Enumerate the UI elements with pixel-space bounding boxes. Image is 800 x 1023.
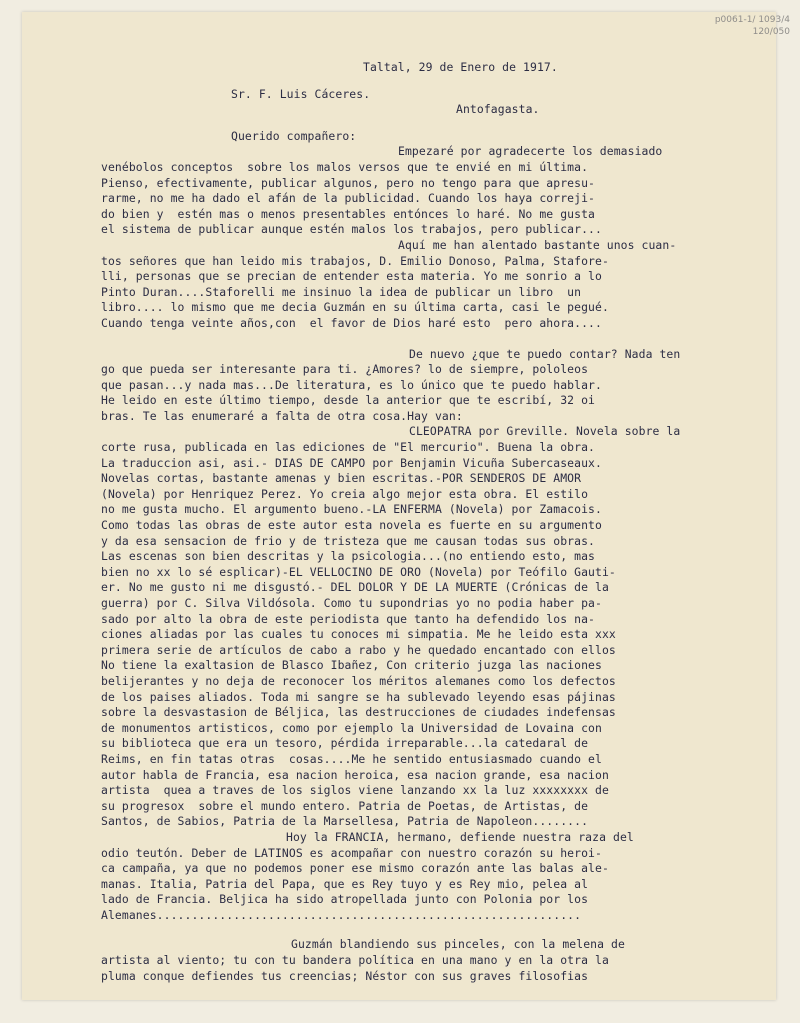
paragraph-line: Alemanes............................................................. (101, 907, 582, 922)
paragraph-line: He leido en este último tiempo, desde la anterior que te escribí, 32 oi (101, 393, 595, 408)
paragraph-line: artista quea a traves de los siglos viene lanzando xx la luz xxxxxxxx de (101, 783, 609, 798)
paragraph-line: artista al viento; tu con tu bandera política en una mano y en la otra la (101, 953, 609, 968)
paragraph-line: sobre la desvastasion de Béljica, las destrucciones de ciudades indefensas (101, 705, 616, 720)
paragraph-line: tos señores que han leido mis trabajos, D. Emilio Donoso, Palma, Stafore- (101, 253, 609, 268)
paragraph-line: que pasan...y nada mas...De literatura, es lo único que te puedo hablar. (101, 377, 602, 392)
paragraph-2 (101, 238, 763, 332)
paragraph-line: y da esa sensacion de frio y de tristeza que me causan todas sus obras. (101, 533, 595, 548)
paragraph-line: Pinto Duran....Staforelli me insinuo la idea de publicar un libro un (101, 284, 582, 299)
paragraph-line: Hoy la FRANCIA, hermano, defiende nuestra raza del (286, 829, 634, 844)
paragraph-line: venébolos conceptos sobre los malos versos que te envié en mi última. (101, 159, 589, 174)
paragraph-line: de los paises aliados. Toda mi sangre se ha sublevado leyendo esas pájinas (101, 689, 616, 704)
paragraph-line: libro.... lo mismo que me decia Guzmán en su última carta, casi le pegué. (101, 300, 609, 315)
paragraph-line: odio teutón. Deber de LATINOS es acompañar con nuestro corazón su heroi- (101, 845, 602, 860)
paragraph-1 (101, 144, 763, 238)
paragraph-line: pluma conque defiendes tus creencias; Néstor con sus graves filosofias (101, 968, 589, 983)
letter-city: Antofagasta. (456, 102, 540, 117)
paragraph-line: su progresox sobre el mundo entero. Patria de Poetas, de Artistas, de (101, 798, 589, 813)
paragraph-line: bras. Te las enumeraré a falta de otra cosa.Hay van: (101, 408, 463, 423)
paragraph-line: el sistema de publicar aunque estén malos los trabajos, pero publicar... (101, 222, 602, 237)
paragraph-4 (101, 424, 763, 829)
paragraph-line: Aquí me han alentado bastante unos cuan- (398, 237, 677, 252)
paragraph-line: corte rusa, publicada en las ediciones de "El mercurio". Buena la obra. (101, 440, 595, 455)
paragraph-line: autor habla de Francia, esa nacion heroica, esa nacion grande, esa nacion (101, 767, 609, 782)
letter-salutation: Querido compañero: (231, 128, 357, 143)
paragraph-6 (101, 937, 763, 984)
letter-date: Taltal, 29 de Enero de 1917. (363, 60, 558, 74)
paragraph-line: er. No me gusto ni me disgustó.- DEL DOLOR Y DE LA MUERTE (Crónicas de la (101, 580, 609, 595)
paragraph-line: de monumentos artisticos, como por ejemplo la Universidad de Lovaina con (101, 720, 602, 735)
paragraph-line: ca campaña, ya que no podemos poner ese mismo corazón ante las balas ale- (101, 861, 609, 876)
paragraph-line: Santos, de Sabios, Patria de la Marsellesa, Patria de Napoleon........ (101, 814, 589, 829)
paragraph-line: su biblioteca que era un tesoro, pérdida irreparable...la catedaral de (101, 736, 589, 751)
paragraph-line: go que pueda ser interesante para ti. ¿Amores? lo de siempre, pololeos (101, 362, 589, 377)
paragraph-line: guerra) por C. Silva Vildósola. Como tu supondrias yo no podia haber pa- (101, 596, 602, 610)
paragraph-line: lado de Francia. Beljica ha sido atropellada junto con Polonia por los (101, 892, 589, 907)
paragraph-line: (Novela) por Henriquez Perez. Yo creia algo mejor esta obra. El estilo (101, 486, 589, 501)
paragraph-line: rarme, no me ha dado el afán de la publicidad. Cuando los haya correji- (101, 191, 595, 206)
paragraph-line: Empezaré por agradecerte los demasiado (398, 144, 663, 159)
paragraph-line: bien no xx lo sé esplicar)-EL VELLOCINO DE ORO (Novela) por Teófilo Gauti- (101, 564, 616, 579)
archive-pencil-note (680, 14, 790, 38)
archive-code-2: 120/050 (752, 27, 790, 37)
paragraph-line: Pienso, efectivamente, publicar algunos, pero no tengo para que apresu- (101, 175, 595, 190)
archive-code-1: p0061-1/ 1093/4 (714, 15, 790, 25)
paragraph-line: no me gusta mucho. El argumento bueno.-LA ENFERMA (Novela) por Zamacois. (101, 502, 602, 517)
letter-recipient: Sr. F. Luis Cáceres. (231, 86, 371, 101)
paragraph-line: Novelas cortas, bastante amenas y bien escritas.-POR SENDEROS DE AMOR (101, 471, 582, 486)
paragraph-line: CLEOPATRA por Greville. Novela sobre la (409, 424, 681, 439)
paragraph-line: No tiene la exaltasion de Blasco Ibañez, Con criterio juzga las naciones (101, 658, 602, 673)
paragraph-3 (101, 347, 763, 425)
paragraph-line: primera serie de artículos de cabo a rabo y he quedado encantado con ellos (101, 642, 616, 657)
paragraph-line: Cuando tenga veinte años,con el favor de Dios haré esto pero ahora.... (101, 315, 602, 330)
paragraph-line: lli, personas que se precian de entender esta materia. Yo me sonrio a lo (101, 269, 602, 284)
paragraph-line: Las escenas son bien descritas y la psicologia...(no entiendo esto, mas (101, 549, 595, 564)
paragraph-line: do bien y estén mas o menos presentables entónces lo haré. No me gusta (101, 206, 595, 221)
paragraph-5 (101, 830, 763, 924)
paragraph-line: Guzmán blandiendo sus pinceles, con la melena de (291, 937, 625, 952)
paragraph-line: manas. Italia, Patria del Papa, que es Rey tuyo y es Rey mio, pelea al (101, 876, 589, 891)
paragraph-line: belijerantes y no deja de reconocer los méritos alemanes como los defectos (101, 673, 616, 688)
typed-letter (101, 60, 763, 984)
paragraph-line: Como todas las obras de este autor esta novela es fuerte en su argumento (101, 518, 602, 533)
paragraph-line: Reims, en fin tatas otras cosas....Me he sentido entusiasmado cuando el (101, 751, 602, 766)
paragraph-line: ciones aliadas por las cuales tu conoces mi simpatia. Me he leido esta xxx (101, 627, 616, 642)
paragraph-line: De nuevo ¿que te puedo contar? Nada ten (409, 346, 681, 361)
paragraph-line: La traduccion asi, asi.- DIAS DE CAMPO por Benjamin Vicuña Subercaseaux. (101, 455, 602, 470)
paragraph-line: sado por alto la obra de este periodista que tanto ha defendido los na- (101, 611, 595, 626)
